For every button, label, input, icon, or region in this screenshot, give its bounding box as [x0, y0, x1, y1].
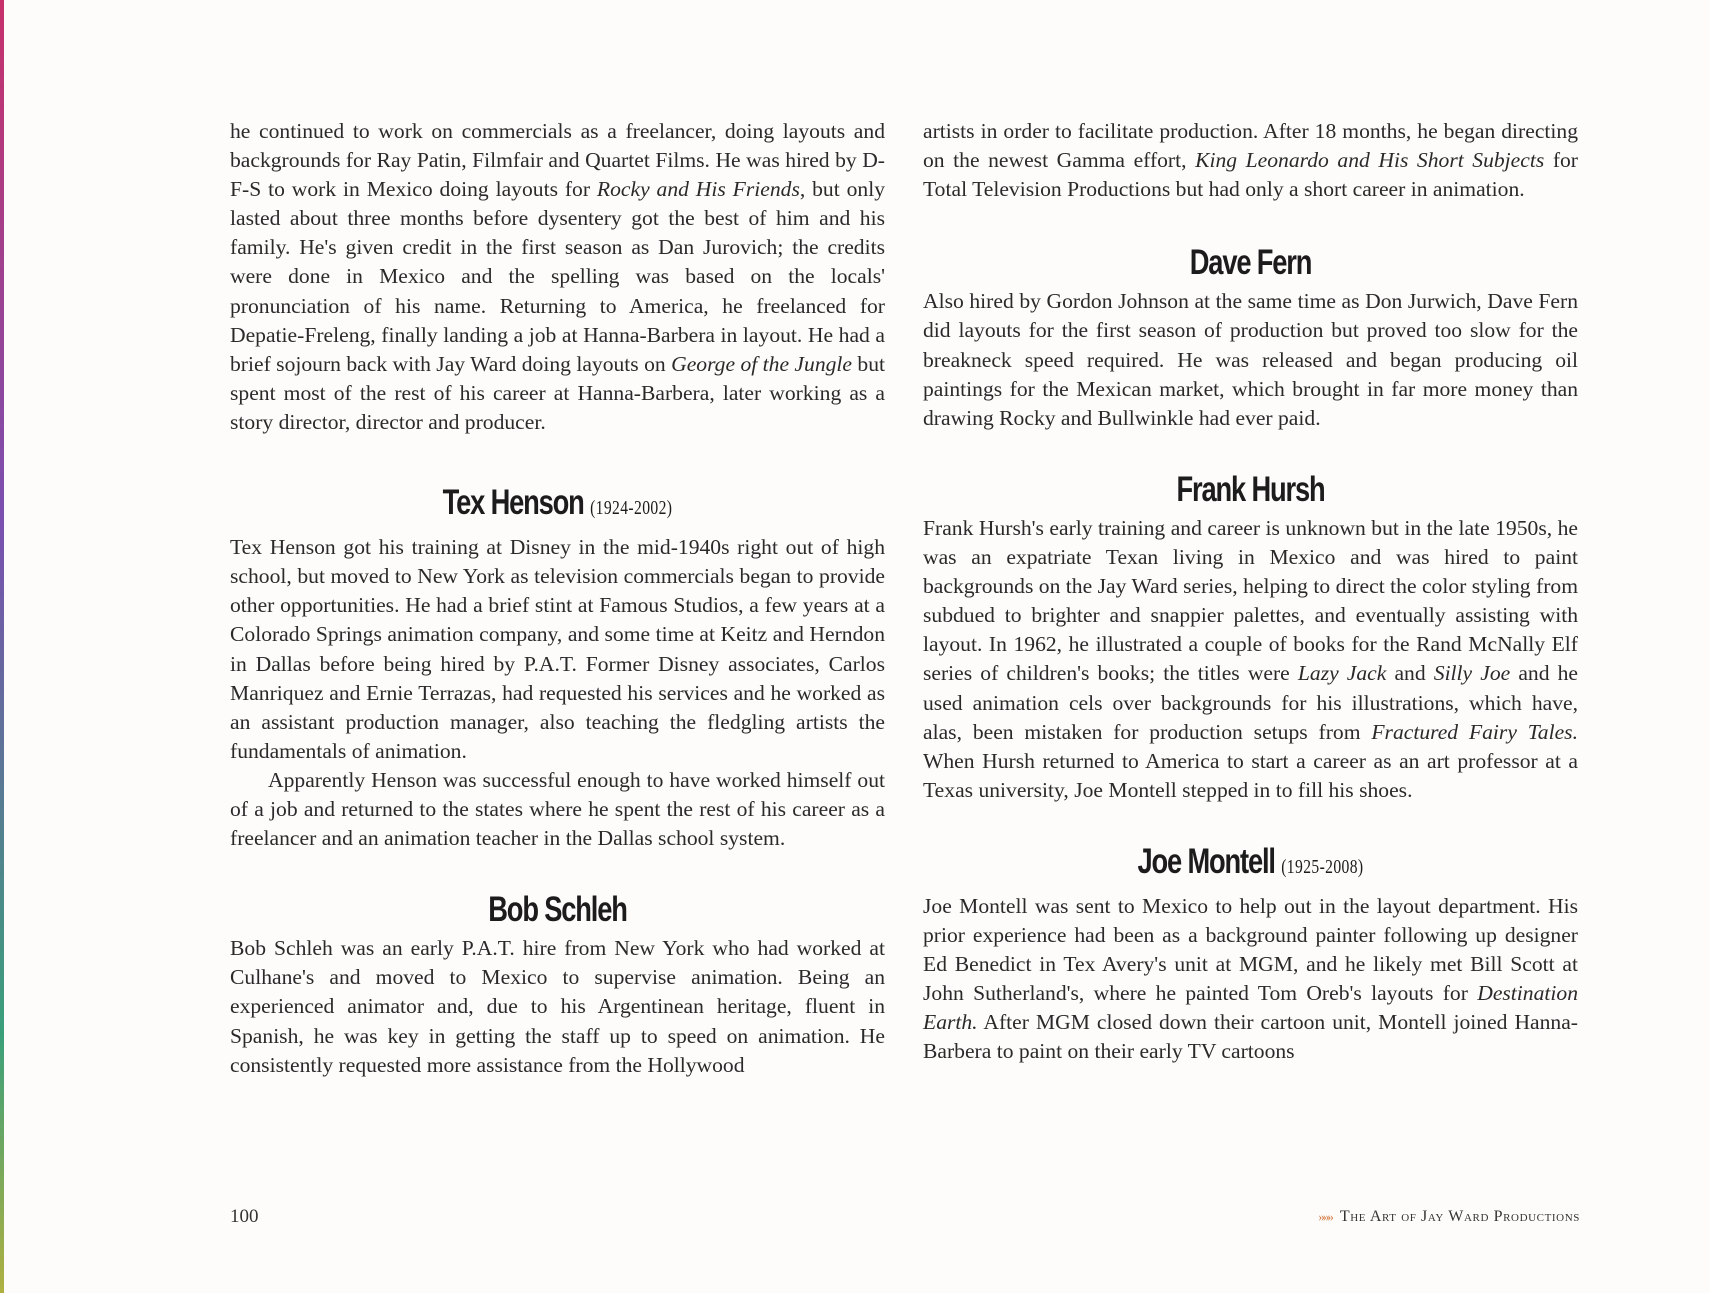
running-footer: [1318, 1208, 1580, 1226]
paragraph-dave-fern: Also hired by Gordon Johnson at the same time as Don Jurwich, Dave Fern did layouts for the first season of production but proved too slow for the breakneck speed required. He was released and began producing oil paintings for the Mexican market, which brought in far more money than drawing Rocky and Bullwinkle had ever paid.: [923, 289, 1578, 430]
italic-title: Rocky and His Friends: [596, 177, 800, 202]
text-span: Frank Hursh's early training and career is unknown but in the late 1950s, he was an expatriate Texan living in Mexico and was hired to paint backgrounds on the Jay Ward series, helping to direct the color styling from subdued to brighter and snappier palettes, and eventually assisting with layout. In 1962, he illustrated a couple of books for the Rand McNally Elf series of children's books; the titles were: [923, 515, 1578, 686]
text-span: but spent most of the rest of his career at Hanna-Barbera, later working as a story director, director and producer.: [230, 351, 885, 434]
paragraph-tex-henson-2: Apparently Henson was successful enough to have worked himself out of a job and returned to the states where he spent the rest of his career as a freelancer and an animation teacher in the Dallas school system.: [230, 767, 885, 851]
heading-years: (1924-2002): [590, 497, 673, 520]
left-column: [230, 117, 885, 1080]
italic-title: King Leonardo and His Short Subjects: [1195, 148, 1545, 173]
arrow-ornament-icon: »»»: [1318, 1209, 1332, 1224]
text-span: he continued to work on commercials as a freelancer, doing layouts and backgrounds for Ray Patin, Filmfair and Quartet Films. He was hired by D-F-S to work in Mexico doing layouts for: [230, 119, 885, 202]
paragraph-tex-henson-1: Tex Henson got his training at Disney in the mid-1940s right out of high school, but moved to New York as television commercials began to provide other opportunities. He had a brief stint at Famous Studios, a few years at a Colorado Springs animation company, and some time at Keitz and Herndon in Dallas before being hired by P.A.T. Former Disney associates, Carlos Manriquez and Ernie Terrazas, had requested his services and he worked as an assistant production manager, also teaching the fledgling artists the fundamentals of animation.: [230, 535, 885, 763]
section-heading-dave-fern: [995, 243, 1506, 283]
paragraph-joe-montell: [923, 892, 1578, 1067]
paragraph-continued-right: [923, 117, 1578, 204]
paragraph-continued: [230, 117, 885, 437]
text-span: and: [1386, 661, 1434, 686]
book-title: The Art of Jay Ward Productions: [1339, 1208, 1580, 1225]
heading-years: (1925-2008): [1281, 855, 1364, 878]
paragraph-frank-hursh: [923, 514, 1578, 805]
heading-name: Frank Hursh: [1176, 469, 1325, 509]
page-edge-color-strip: [0, 0, 4, 1293]
section-heading-bob-schleh: [302, 890, 813, 930]
page-number: 100: [230, 1206, 259, 1227]
heading-name: Dave Fern: [1189, 243, 1312, 283]
text-span: and he used animation cels over backgrounds for his illustrations, which have, alas, been mistaken for production setups from: [923, 661, 1579, 744]
right-column: [923, 117, 1578, 1067]
section-heading-joe-montell: [995, 841, 1506, 882]
text-span: When Hursh returned to America to start a career as an art professor at a Texas university, Joe Montell stepped in to fill his shoes.: [923, 748, 1578, 802]
section-heading-frank-hursh: [995, 469, 1506, 509]
text-span: After MGM closed down their cartoon unit, Montell joined Hanna-Barbera to paint on their early TV cartoons: [923, 1010, 1578, 1064]
italic-title: George of the Jungle: [671, 351, 852, 376]
italic-title: Destination Earth.: [923, 981, 1578, 1035]
text-span: Joe Montell was sent to Mexico to help out in the layout department. His prior experience had been as a background painter following up designer Ed Benedict in Tex Avery's unit at MGM, and he likely met Bill Scott at John Sutherland's, where he painted Tom Oreb's layouts for: [923, 893, 1578, 1006]
section-heading-tex-henson: [302, 483, 813, 523]
heading-name: Bob Schleh: [488, 890, 627, 930]
heading-name: Tex Henson: [442, 483, 584, 523]
text-span: artists in order to facilitate production. After 18 months, he began directing on the newest Gamma effort,: [923, 119, 1578, 173]
italic-title: Lazy Jack: [1297, 661, 1387, 686]
heading-name: Joe Montell: [1137, 841, 1275, 881]
paragraph-bob-schleh: Bob Schleh was an early P.A.T. hire from New York who had worked at Culhane's and moved to Mexico to supervise animation. Being an experienced animator and, due to his Argentinean heritage, fluent in Spanish, he was key in getting the staff up to speed on animation. He consistently requested more assistance from the Hollywood: [230, 936, 885, 1077]
italic-title: Fractured Fairy Tales.: [1371, 719, 1578, 744]
italic-title: Silly Joe: [1433, 661, 1511, 686]
text-span: , but only lasted about three months before dysentery got the best of him and his family. He's given credit in the first season as Dan Jurovich; the credits were done in Mexico and the spelling was based on the locals' pronunciation of his name. Returning to America, he freelanced for Depatie-Freleng, finally landing a job at Hanna-Barbera in layout. He had a brief sojourn back with Jay Ward doing layouts on: [230, 177, 885, 376]
text-span: for Total Television Productions but had only a short career in animation.: [923, 148, 1578, 202]
